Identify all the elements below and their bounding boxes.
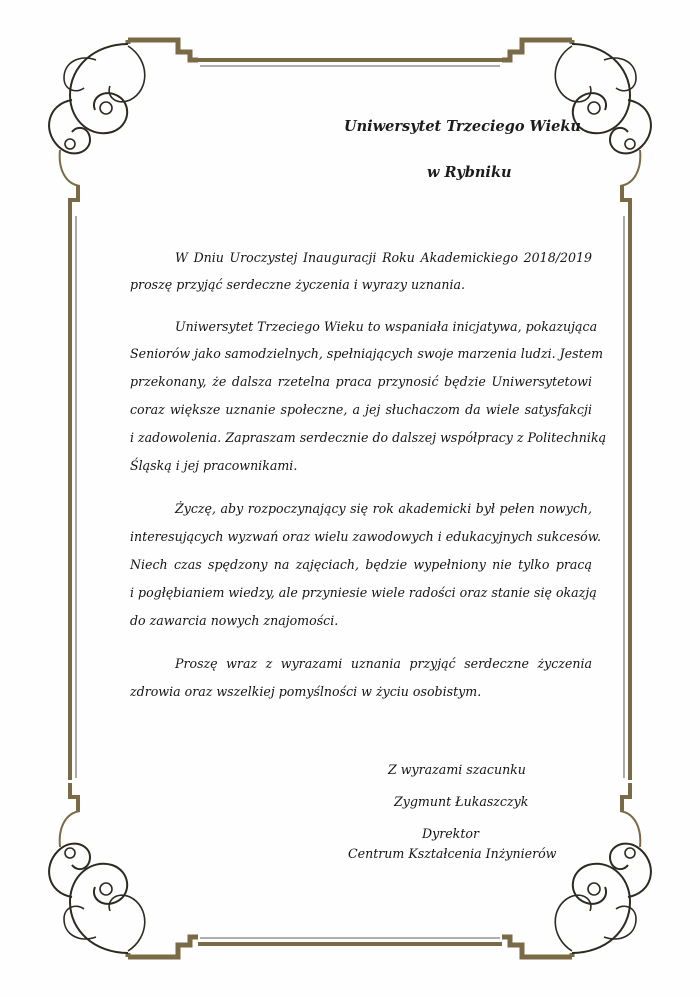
paragraph-line: Proszę wraz z wyrazami uznania przyjąć serdeczne życzenia	[175, 656, 592, 671]
letter-heading: Uniwersytet Trzeciego Wieku	[344, 118, 581, 135]
paragraph-line: i pogłębianiem wiedzy, ale przyniesie wiele radości oraz stanie się okazją	[130, 585, 597, 600]
paragraph-line: do zawarcia nowych znajomości.	[130, 613, 339, 628]
letter-heading-city: w Rybniku	[427, 164, 512, 181]
paragraph-line: interesujących wyzwań oraz wielu zawodowych i edukacyjnych sukcesów.	[130, 529, 602, 544]
paragraph-line: W Dniu Uroczystej Inauguracji Roku Akademickiego 2018/2019	[175, 250, 592, 265]
signature-name: Zygmunt Łukaszczyk	[394, 794, 529, 809]
letter-body	[130, 0, 607, 997]
paragraph-line: Życzę, aby rozpoczynający się rok akademicki był pełen nowych,	[175, 501, 592, 516]
paragraph-line: i zadowolenia. Zapraszam serdecznie do dalszej współpracy z Politechniką	[130, 430, 607, 445]
signature-unit: Centrum Kształcenia Inżynierów	[348, 846, 557, 861]
signature-position: Dyrektor	[422, 826, 479, 841]
paragraph-line: Seniorów jako samodzielnych, spełniających swoje marzenia ludzi. Jestem	[130, 346, 604, 361]
signature-greeting: Z wyrazami szacunku	[388, 762, 526, 777]
paragraph-line: coraz większe uznanie społeczne, a jej słuchaczom da wiele satysfakcji	[130, 402, 592, 417]
paragraph-line: Uniwersytet Trzeciego Wieku to wspaniała inicjatywa, pokazująca	[175, 319, 598, 334]
paragraph-line: przekonany, że dalsza rzetelna praca przynosić będzie Uniwersytetowi	[130, 374, 592, 389]
paragraph-line: Niech czas spędzony na zajęciach, będzie wypełniony nie tylko pracą	[130, 557, 592, 572]
paragraph-line: proszę przyjąć serdeczne życzenia i wyrazy uznania.	[130, 277, 465, 292]
paragraph-line: zdrowia oraz wszelkiej pomyślności w życiu osobistym.	[130, 684, 482, 699]
paragraph-line: Śląską i jej pracownikami.	[130, 458, 298, 473]
